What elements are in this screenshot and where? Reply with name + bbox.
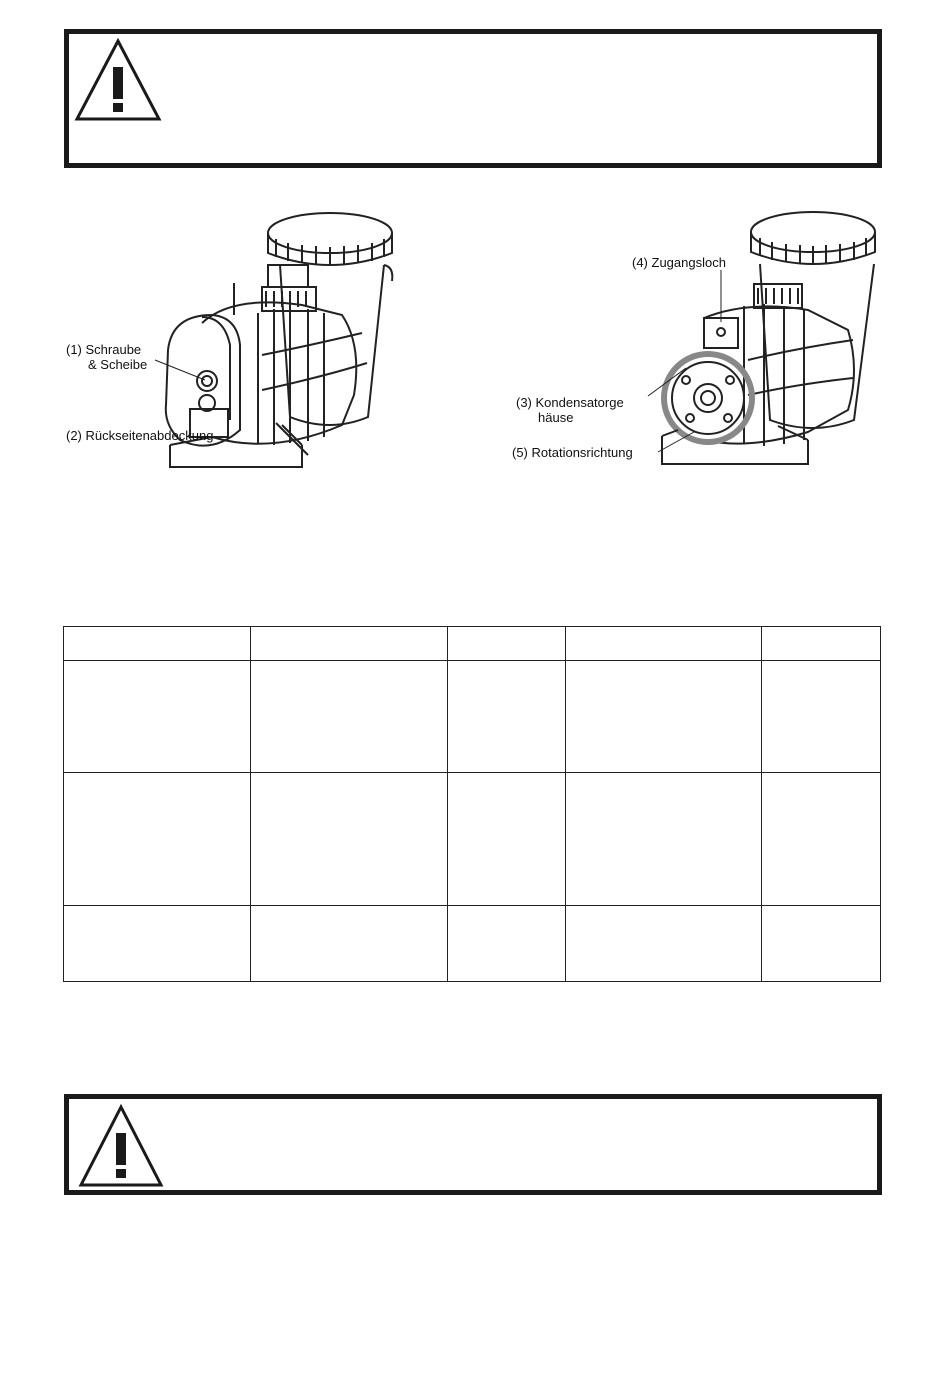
pump-drawing-right	[508, 200, 888, 480]
table-cell	[64, 661, 251, 773]
pump-figure-left	[62, 205, 407, 480]
callout-capacitor-housing-line1: (3) Kondensatorge	[516, 395, 624, 410]
table-row	[64, 661, 881, 773]
table-cell	[566, 773, 762, 906]
callout-rear-cover: (2) Rückseitenabdeckung	[66, 428, 214, 443]
table-cell	[762, 661, 881, 773]
warning-box-bottom	[64, 1094, 882, 1195]
table-row	[64, 773, 881, 906]
callout-capacitor-housing	[516, 395, 624, 425]
table-cell	[448, 661, 566, 773]
spec-table	[63, 626, 881, 982]
callout-screw-washer-line2: & Scheibe	[88, 357, 148, 372]
callout-rotation-direction: (5) Rotationsrichtung	[512, 445, 633, 460]
table-cell	[251, 773, 448, 906]
callout-screw-washer	[66, 342, 147, 372]
warning-triangle-icon	[77, 1103, 165, 1189]
table-cell	[251, 661, 448, 773]
warning-box-top	[64, 29, 882, 168]
table-cell	[64, 773, 251, 906]
table-row	[64, 627, 881, 661]
table-cell	[448, 627, 566, 661]
callout-access-hole: (4) Zugangsloch	[632, 255, 726, 270]
table-row	[64, 906, 881, 982]
pump-figure-right	[508, 200, 888, 480]
table-cell	[566, 661, 762, 773]
table-cell	[251, 627, 448, 661]
warning-triangle-icon	[73, 37, 163, 122]
table-cell	[64, 627, 251, 661]
table-cell	[566, 627, 762, 661]
table-cell	[762, 627, 881, 661]
table-cell	[566, 906, 762, 982]
table-cell	[251, 906, 448, 982]
callout-capacitor-housing-line2: häuse	[538, 410, 574, 425]
table-cell	[762, 773, 881, 906]
table-cell	[762, 906, 881, 982]
table-cell	[448, 773, 566, 906]
leader-line-screw	[150, 355, 210, 385]
table-cell	[64, 906, 251, 982]
callout-screw-washer-line1: (1) Schraube	[66, 342, 142, 357]
table-cell	[448, 906, 566, 982]
